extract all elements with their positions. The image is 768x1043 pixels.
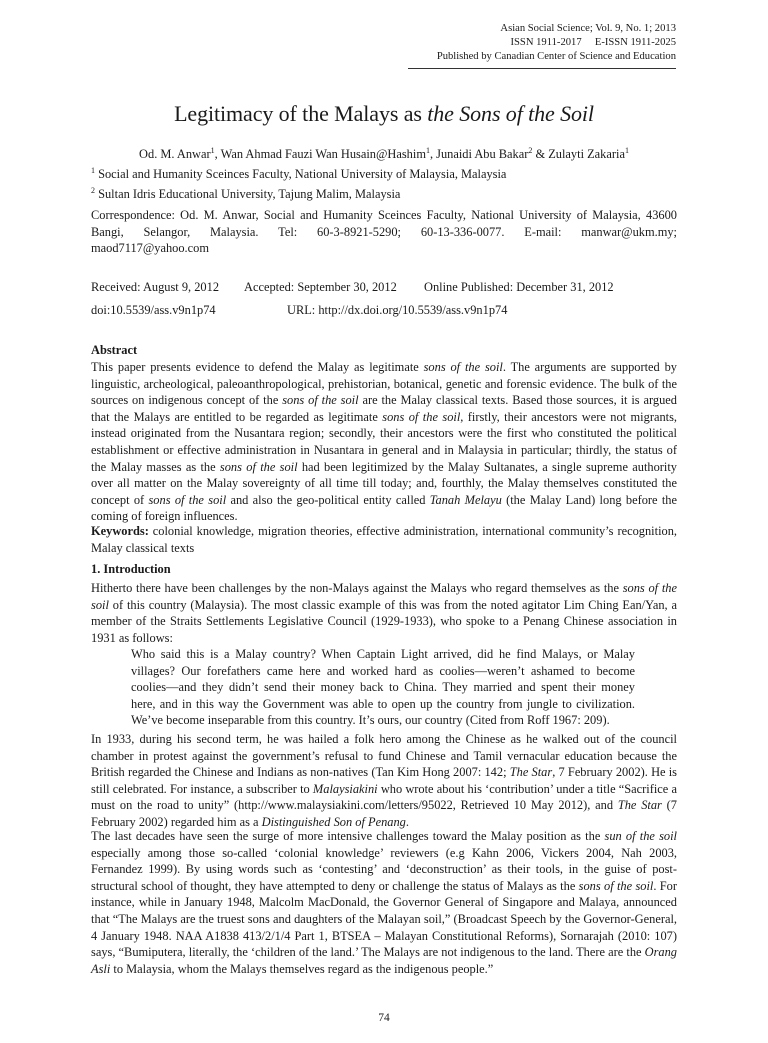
journal-header <box>346 22 676 65</box>
intro-heading: 1. Introduction <box>91 562 171 576</box>
intro-paragraph-3 <box>91 828 677 977</box>
intro-p2-italic-2: Malaysiakini <box>312 781 378 796</box>
author-3: , Junaidi Abu Bakar <box>429 147 529 161</box>
intro-p3-italic-3: Orang Asli <box>91 945 677 976</box>
header-rule <box>408 68 676 69</box>
affiliation-2-text: Sultan Idris Educational University, Tajung Malim, Malaysia <box>95 187 401 201</box>
abstract-text-4: , firstly, their ancestors were not migrants, instead originated from the Nusantara region; secondly, their ancestors were the first who constituted the political establishment or effective administration in Nusantara in general and in Malaysia in particular; thirdly, the status of the Malay masses as the <box>91 409 677 474</box>
abstract-heading: Abstract <box>91 343 138 357</box>
quote-line-1: Who said this is a Malay country? When Captain Light arrived, did he find Malays, or Malay <box>131 647 635 661</box>
affiliation-2-marker: 2 <box>91 185 95 195</box>
quote-line-3: coolies―and they didn’t send their money back to China. They married and spent their money <box>131 680 635 695</box>
intro-p2-text-4: (7 February 2002) regarded him as a <box>91 798 677 829</box>
paper-title <box>0 100 768 128</box>
abstract-italic-3: sons of the soil <box>382 409 461 424</box>
author-3-affil: 2 <box>528 145 533 155</box>
intro-p2-text-3: who wrote about his ‘contribution’ under a title “Sacrifice a must on the road to unity” (http://www.malaysiakini.com/letters/95022, Retrieved 10 May 2012), and <box>91 781 678 813</box>
intro-p2-text-2: , 7 February 2002). He is still celebrated. For instance, a subscriber to <box>91 765 678 796</box>
intro-p3-text-1: The last decades have seen the surge of more intensive challenges toward the Malay position as the <box>91 829 605 843</box>
affiliation-1-marker: 1 <box>91 165 95 175</box>
intro-p2-text-5: . <box>405 814 409 829</box>
abstract-text-7: (the Malay Land) long before the coming of foreign influences. <box>91 492 678 524</box>
intro-p3-text-4: to Malaysia, whom the Malays themselves regard as the indigenous people.” <box>110 961 494 976</box>
received-date: Received: August 9, 2012 <box>91 280 220 294</box>
affiliation-2 <box>91 186 677 203</box>
intro-p2-italic-1: The Star <box>509 765 553 780</box>
title-main: Legitimacy of the Malays as <box>174 101 428 126</box>
quote-line-5: We’ve become inseparable from this country. It’s ours, our country (Cited from Roff 1967: 209). <box>131 713 610 728</box>
author-2-affil: 1 <box>425 145 430 155</box>
doi-url: URL: http://dx.doi.org/10.5539/ass.v9n1p74 <box>287 303 508 317</box>
abstract-text-3: are the Malay classical texts. Based those sources, it is argued that the Malays are entitled to be regarded as legitimate <box>91 393 677 424</box>
author-1: Od. M. Anwar <box>139 147 211 161</box>
author-2: , Wan Ahmad Fauzi Wan Husain@Hashim <box>214 147 426 161</box>
author-4-affil: 1 <box>624 145 629 155</box>
title-italic: the Sons of the Soil <box>427 101 594 126</box>
keywords <box>91 523 677 556</box>
intro-p1-text-2: of this country (Malaysia). The most classic example of this was from the noted agitator Lim Ching Ean/Yan, a member of the Straits Settlements Legislative Council (1929-1933), who spoke to a Penang Chinese association in 1931 as follows: <box>91 597 677 645</box>
correspondence-line-3: maod7117@yahoo.com <box>91 241 209 256</box>
keywords-text: colonial knowledge, migration theories, effective administration, international community’s recognition, Malay classical texts <box>91 524 677 555</box>
abstract-italic-4: sons of the soil <box>219 459 298 474</box>
abstract-italic-6: Tanah Melayu <box>429 492 502 507</box>
affiliation-1-text: Social and Humanity Sceinces Faculty, National University of Malaysia, Malaysia <box>95 167 507 181</box>
doi: doi:10.5539/ass.v9n1p74 <box>91 303 216 317</box>
intro-p2-italic-4: Distinguished Son of Penang <box>261 814 406 829</box>
publisher-line: Published by Canadian Center of Science and Education <box>436 51 676 63</box>
page-number: 74 <box>378 1012 390 1024</box>
intro-p1-text-1: Hitherto there have been challenges by the non-Malays against the Malays who regard themselves as the <box>91 581 623 595</box>
abstract-text-2: . The arguments are supported by linguistic, archeological, paleoanthropological, prehistorian, botanical, genetic and forensic evidence. The bulk of the sources on indigenous concept of the <box>91 360 677 408</box>
abstract-italic-2: sons of the soil <box>282 393 359 408</box>
abstract-text-6: and also the geo-political entity called <box>226 492 430 507</box>
issn-line: ISSN 1911-2017 E-ISSN 1911-2025 <box>510 37 676 49</box>
intro-p2-text-1: In 1933, during his second term, he was hailed a folk hero among the Chinese as he walked out of the council chamber in protest against the government’s refusal to fund Chinese and Tamil vernacular education because the British regarded the Chinese and Indians as non-natives (Tan Kim Hong 2007: 142; <box>91 732 677 780</box>
accepted-date: Accepted: September 30, 2012 <box>244 280 397 294</box>
correspondence-line-2: Bangi, Selangor, Malaysia. Tel: 60-3-8921-5290; 60-13-336-0077. E-mail: manwar@ukm.my; <box>91 224 677 239</box>
journal-line: Asian Social Science; Vol. 9, No. 1; 2013 <box>500 23 676 34</box>
published-date: Online Published: December 31, 2012 <box>424 280 614 294</box>
quote-line-2: villages? Our forefathers came here and worked hard as coolies―weren’t ashamed to become <box>131 663 635 678</box>
author-4: & Zulayti Zakaria <box>532 147 625 161</box>
intro-p3-italic-2: sons of the soil <box>578 878 654 893</box>
intro-paragraph-2 <box>91 731 677 831</box>
intro-p2-italic-3: The Star <box>617 798 662 813</box>
affiliation-1 <box>91 166 677 183</box>
author-1-affil: 1 <box>210 145 215 155</box>
abstract-italic-5: sons of the soil <box>148 492 227 507</box>
quote-line-4: here, and in this way the Government was able to open up the country from jungle to civilization. <box>131 696 635 711</box>
correspondence <box>91 207 677 257</box>
block-quote <box>131 646 635 729</box>
abstract-text-1: This paper presents evidence to defend the Malay as legitimate <box>91 360 424 374</box>
abstract-italic-1: sons of the soil <box>423 360 503 374</box>
intro-paragraph-1 <box>91 580 677 646</box>
intro-p3-text-2: especially among those so-called ‘colonial knowledge’ reviewers (e.g Kahn 2006, Vickers 2004, Nah 2003, Fernandez 1999). By using words such as ‘contesting’ and ‘deconstruction’ as their tools, in the guise of post-structural school of thought, they have attempted to deny or challenge the status of Malays as the <box>91 845 677 893</box>
intro-p1-italic: sons of the soil <box>91 581 677 612</box>
keywords-label: Keywords: <box>91 524 149 538</box>
abstract-body <box>91 359 677 525</box>
correspondence-line-1: Correspondence: Od. M. Anwar, Social and Humanity Sceinces Faculty, National University of Malaysia, 43600 <box>91 208 677 222</box>
abstract-text-5: had been legitimized by the Malay Sultanates, a single supreme authority over all matter on the Malay sovereignty of all time till today; and, fourthly, the Malay themselves constituted the concept of <box>91 459 677 507</box>
author-list <box>0 146 768 162</box>
intro-p3-italic-1: sun of the soil <box>604 829 677 843</box>
intro-p3-text-3: . For instance, while in January 1948, Malcolm MacDonald, the Governor General of Singapore and Malaya, announced that “The Malays are the truest sons and daughters of the Malayan soil,” (Broadcast Speech by the Governor-General, 4 January 1948. NAA A1838 413/2/1/4 Part 1, BTSEA – Malayan Constitutional Reforms), Sornarajah (2010: 107) says, “Bumiputera, literally, the ‘children of the land.’ The Malays are not indigenous to the land. There are the <box>91 878 677 960</box>
